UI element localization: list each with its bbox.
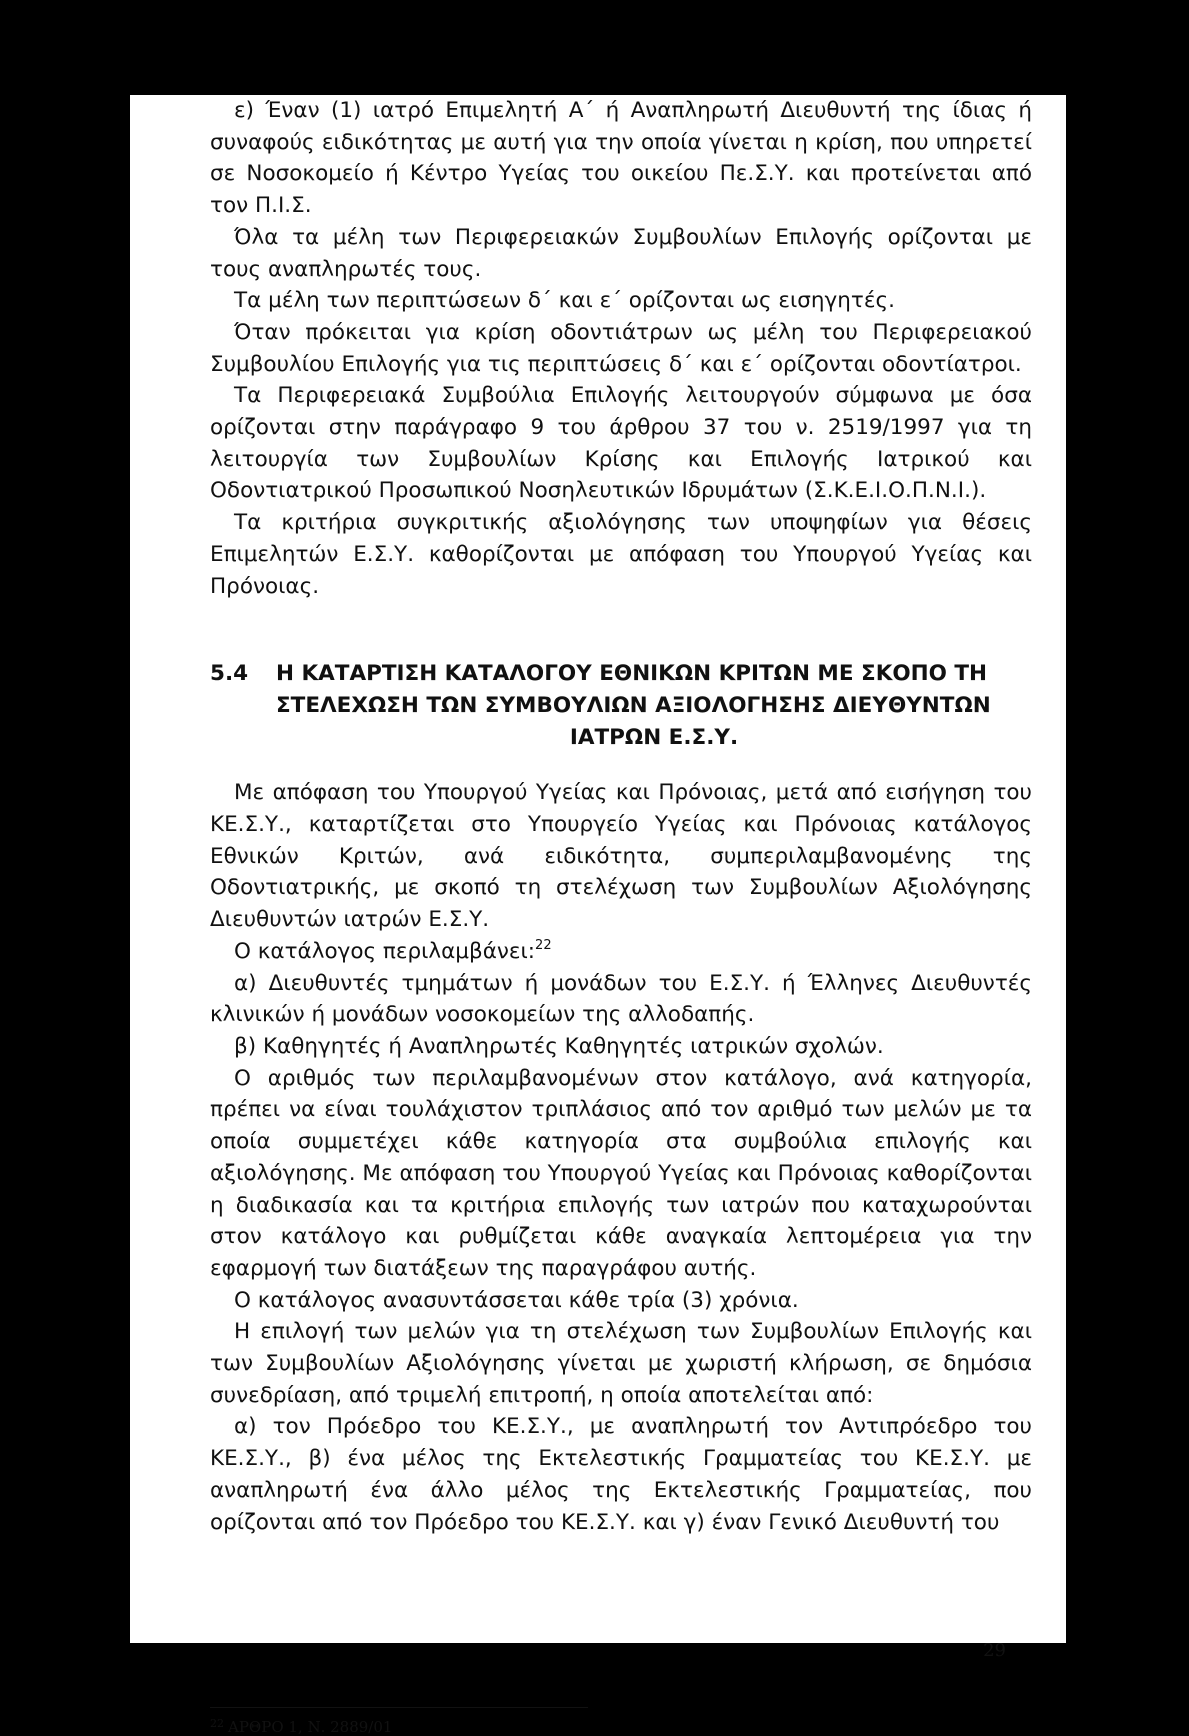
footnote-reference[interactable]: 22 (535, 937, 552, 953)
footnote-text: ΑΡΘΡΟ 1, Ν. 2889/01 (228, 1718, 393, 1736)
paragraph-dentists: Όταν πρόκειται για κρίση οδοντιάτρων ως μέλη του Περιφερειακού Συμβουλίου Επιλογής για τις περιπτώσεις δ΄ και ε΄ ορίζονται οδοντίατροι. (210, 319, 1032, 377)
list-item-b: β) Καθηγητές ή Αναπληρωτές Καθηγητές ιατρικών σχολών. (234, 1033, 884, 1059)
section-title (276, 658, 1032, 753)
paragraph-committee: α) τον Πρόεδρο του ΚΕ.Σ.Υ., με αναπληρωτή τον Αντιπρόεδρο του ΚΕ.Σ.Υ., β) ένα μέλος της Εκτελεστικής Γραμματείας του ΚΕ.Σ.Υ. με αναπληρωτή ένα άλλο μέλος της Εκτελεστικής Γραμματείας, που ορίζονται από τον Πρόεδρο του ΚΕ.Σ.Υ. και γ) έναν Γενικό Διευθυντή του (210, 1414, 1032, 1535)
section-title-line: Η ΚΑΤΑΡΤΙΣΗ ΚΑΤΑΛΟΓΟΥ ΕΘΝΙΚΩΝ ΚΡΙΤΩΝ ΜΕ ΣΚΟΠΟ ΤΗ (276, 661, 988, 687)
footnote (210, 1717, 392, 1736)
page-content (210, 95, 1032, 1538)
paragraph-number-of-members: Ο αριθμός των περιλαμβανομένων στον κατάλογο, ανά κατηγορία, πρέπει να είναι τουλάχιστον τριπλάσιος από τον αριθμό των μελών με τα οποία συμμετέχει κάθε κατηγορία στα συμβούλια επιλογής και αξιολόγησης. Με απόφαση του Υπουργού Υγείας και Πρόνοιας καθορίζονται η διαδικασία και τα κριτήρια επιλογής των ιατρών που καταχωρούνται στον κατάλογο και ρυθμίζεται κάθε αναγκαία λεπτομέρεια για την εφαρμογή των διατάξεων της παραγράφου αυτής. (210, 1065, 1032, 1281)
section-title-line: ΣΤΕΛΕΧΩΣΗ ΤΩΝ ΣΥΜΒΟΥΛΙΩΝ ΑΞΙΟΛΟΓΗΣΗΣ ΔΙΕΥΘΥΝΤΩΝ (276, 692, 991, 718)
section-title-line: ΙΑΤΡΩΝ Ε.Σ.Υ. (569, 724, 739, 750)
section-gap (210, 602, 1032, 658)
paragraph-catalog-includes (210, 936, 1032, 968)
page-number: 29 (983, 1640, 1006, 1661)
document-page (130, 95, 1066, 1736)
section-body (210, 777, 1032, 1538)
paragraph-item-e: ε) Έναν (1) ιατρό Επιμελητή Α΄ ή Αναπληρωτή Διευθυντή της ίδιας ή συναφούς ειδικότητας με αυτή για την οποία γίνεται η κρίση, που υπηρετεί σε Νοσοκομείο ή Κέντρο Υγείας του οικείου Πε.Σ.Υ. και προτείνεται από τον Π.Ι.Σ. (210, 98, 1032, 219)
catalog-includes-text: Ο κατάλογος περιλαμβάνει: (234, 938, 536, 964)
footnote-divider (210, 1707, 588, 1708)
paragraph-catalog-creation: Με απόφαση του Υπουργού Υγείας και Πρόνοιας, μετά από εισήγηση του ΚΕ.Σ.Υ., καταρτίζεται στο Υπουργείο Υγείας και Πρόνοιας κατάλογος Εθνικών Κριτών, ανά ειδικότητα, συμπεριλαμβανομένης της Οδοντιατρικής, με σκοπό τη στελέχωση των Συμβουλίων Αξιολόγησης Διευθυντών ιατρών Ε.Σ.Υ. (210, 780, 1032, 933)
paragraph-rapporteurs: Τα μέλη των περιπτώσεων δ΄ και ε΄ ορίζονται ως εισηγητές. (234, 288, 895, 314)
footnote-mark: 22 (210, 1717, 224, 1730)
paragraph-renewal: Ο κατάλογος ανασυντάσσεται κάθε τρία (3) χρόνια. (234, 1287, 799, 1313)
intro-section (210, 95, 1032, 602)
list-item-a: α) Διευθυντές τμημάτων ή μονάδων του Ε.Σ.Υ. ή Έλληνες Διευθυντές κλινικών ή μονάδων νοσοκομείων της αλλοδαπής. (210, 970, 1032, 1028)
paragraph-criteria: Τα κριτήρια συγκριτικής αξιολόγησης των υποψηφίων για θέσεις Επιμελητών Ε.Σ.Υ. καθορίζονται με απόφαση του Υπουργού Υγείας και Πρόνοιας. (210, 510, 1032, 599)
paragraph-operation: Τα Περιφερειακά Συμβούλια Επιλογής λειτουργούν σύμφωνα με όσα ορίζονται στην παράγραφο 9 του άρθρου 37 του ν. 2519/1997 για τη λειτουργία των Συμβουλίων Κρίσης και Επιλογής Ιατρικού και Οδοντιατρικού Προσωπικού Νοσηλευτικών Ιδρυμάτων (Σ.Κ.Ε.Ι.Ο.Π.Ν.Ι.). (210, 383, 1032, 504)
section-heading (210, 658, 1032, 753)
paragraph-alternates: Όλα τα μέλη των Περιφερειακών Συμβουλίων Επιλογής ορίζονται με τους αναπληρωτές τους. (210, 224, 1032, 282)
section-number: 5.4 (210, 661, 249, 687)
paragraph-selection: Η επιλογή των μελών για τη στελέχωση των Συμβουλίων Επιλογής και των Συμβουλίων Αξιολόγησης γίνεται με χωριστή κλήρωση, σε δημόσια συνεδρίαση, από τριμελή επιτροπή, η οποία αποτελείται από: (210, 1319, 1032, 1408)
